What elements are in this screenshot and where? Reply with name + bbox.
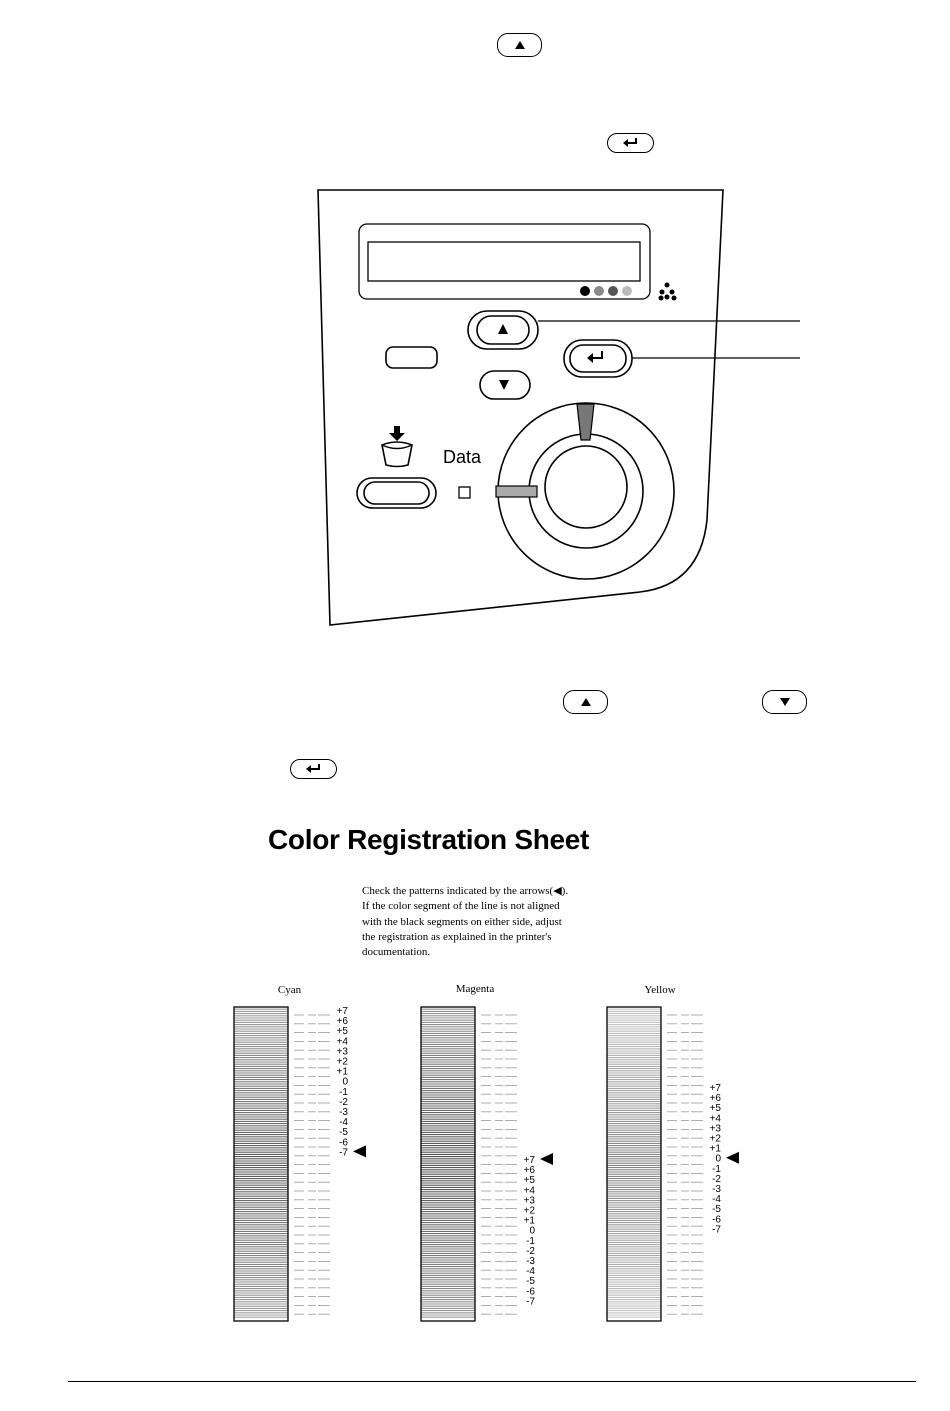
column-label-cyan: Cyan bbox=[277, 984, 302, 996]
scale-label: -6 bbox=[339, 1137, 348, 1149]
scale-label: +2 bbox=[709, 1133, 721, 1145]
scale-label: -3 bbox=[339, 1107, 348, 1118]
scale-label: +6 bbox=[523, 1165, 535, 1177]
scale-label: -5 bbox=[526, 1276, 535, 1288]
scale-label: +3 bbox=[523, 1195, 535, 1207]
scale-label: +3 bbox=[709, 1123, 721, 1135]
bottom-rule bbox=[68, 1381, 916, 1382]
scale-label: 0 bbox=[529, 1225, 535, 1237]
scale-label: -1 bbox=[526, 1235, 535, 1247]
instruction-line: Check the patterns indicated by the arrows(◀). bbox=[362, 885, 569, 897]
scale-label: +7 bbox=[523, 1155, 535, 1166]
scale-label: -7 bbox=[712, 1224, 721, 1236]
scale-label: +2 bbox=[336, 1056, 348, 1068]
scale-label: +3 bbox=[336, 1046, 348, 1058]
scale-label: -1 bbox=[339, 1086, 348, 1098]
scale-label: -2 bbox=[339, 1096, 348, 1108]
scale-label: -7 bbox=[526, 1296, 535, 1308]
scale-label: 0 bbox=[342, 1076, 348, 1088]
column-label-magenta: Magenta bbox=[455, 983, 495, 995]
pattern-yellow bbox=[607, 1007, 703, 1321]
instruction-line: the registration as explained in the printer's bbox=[362, 930, 552, 943]
scale-label: +5 bbox=[523, 1175, 535, 1187]
column-label-yellow: Yellow bbox=[644, 984, 676, 996]
scale-label: +1 bbox=[336, 1066, 348, 1078]
scale-label: -1 bbox=[712, 1163, 721, 1175]
scale-label: -2 bbox=[712, 1173, 721, 1185]
scale-label: -6 bbox=[712, 1214, 721, 1226]
pattern-magenta bbox=[421, 1007, 517, 1321]
scale-label: +6 bbox=[336, 1016, 348, 1028]
scale-label: +6 bbox=[709, 1093, 721, 1105]
scale-label: +5 bbox=[336, 1026, 348, 1038]
scale-label: -3 bbox=[712, 1184, 721, 1195]
scale-label: -4 bbox=[339, 1117, 348, 1129]
scale-label: +2 bbox=[523, 1205, 535, 1217]
scale-label: +1 bbox=[709, 1143, 721, 1155]
scale-label: +7 bbox=[709, 1083, 721, 1094]
marker-arrow-icon bbox=[353, 1145, 366, 1157]
scale-label: +4 bbox=[709, 1113, 721, 1125]
scale-label: +4 bbox=[336, 1036, 348, 1048]
scale-label: -4 bbox=[526, 1266, 535, 1278]
scale-label: +4 bbox=[523, 1185, 535, 1197]
scale-label: +5 bbox=[709, 1103, 721, 1115]
scale-label: -6 bbox=[526, 1286, 535, 1298]
scale-label: -3 bbox=[526, 1256, 535, 1267]
pattern-cyan bbox=[234, 1007, 330, 1321]
scale-label: +7 bbox=[336, 1006, 348, 1017]
scale-label: -4 bbox=[712, 1194, 721, 1206]
scale-label: -5 bbox=[712, 1204, 721, 1216]
data-label: Data bbox=[443, 447, 482, 467]
instruction-line: documentation. bbox=[362, 946, 431, 959]
marker-arrow-icon bbox=[540, 1153, 553, 1165]
scale-label: -7 bbox=[339, 1147, 348, 1159]
scale-label: -2 bbox=[526, 1245, 535, 1257]
marker-arrow-icon bbox=[726, 1152, 739, 1164]
instruction-line: If the color segment of the line is not aligned bbox=[362, 900, 560, 913]
instruction-line: with the black segments on either side, adjust bbox=[362, 915, 562, 928]
scale-label: -5 bbox=[339, 1127, 348, 1139]
scale-label: 0 bbox=[715, 1153, 721, 1165]
sheet-title: Color Registration Sheet bbox=[268, 824, 590, 855]
scale-label: +1 bbox=[523, 1215, 535, 1227]
